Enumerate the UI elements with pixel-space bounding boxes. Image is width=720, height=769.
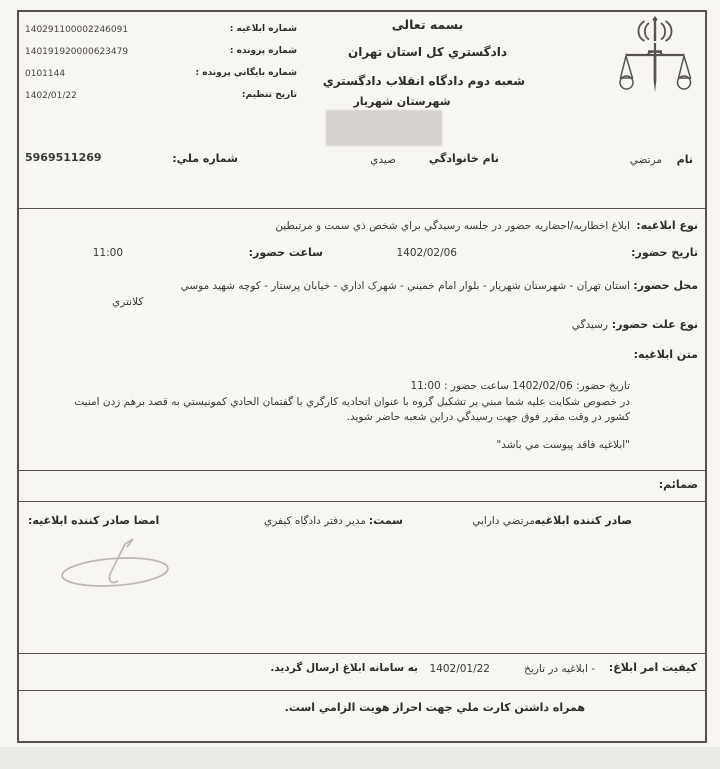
attendance-date-label: تاريخ حضور: (631, 246, 698, 259)
archive-number-value: 0101144 (25, 69, 66, 79)
delivery-date: 1402/01/22 (429, 663, 490, 675)
issuer-position-value: مدير دفتر دادگاه کيفري (264, 515, 366, 527)
national-id-label: شماره ملي: (172, 152, 238, 165)
notice-body-datetime: تاريخ حضور: 1402/02/06 ساعت حضور : 11:00 (410, 380, 630, 392)
case-number-label: شماره پرونده : (229, 46, 297, 56)
notice-type-value: ابلاغ اخطاريه/احضاريه حضور در جلسه رسيدگي براي شخص ذي سمت و مرتبطين (275, 220, 630, 232)
delivery-suffix: به سامانه ابلاغ ارسال گرديد. (270, 662, 418, 674)
delivery-quality-label: کيفيت امر ابلاغ: (608, 661, 697, 674)
archive-number-label: شماره بايگاني پرونده : (195, 68, 297, 78)
notice-type-label: نوع ابلاغيه: (636, 219, 698, 232)
issue-date-label: تاريخ تنظيم: (241, 90, 297, 100)
notice-number-label: شماره ابلاغيه : (229, 24, 297, 34)
attendance-place-line1: استان تهران - شهرستان شهريار - بلوار امام خميني - شهرک اداري - خيابان پرستار - کوچه شهيد موسي (180, 280, 630, 292)
first-name-value: مرتضي (629, 154, 662, 166)
notice-body-paragraph: در خصوص شکايت عليه شما مبني بر تشکيل گروه با عنوان اتحاديه کارگري با گفتمان الحادي کمونيستي به قصد برهم زدن امنيت کشور در وقت مقرر فوق جهت رسيدگي دراين شعبه حاضر شويد. (74, 396, 630, 423)
attendance-reason-value: رسيدگي (571, 319, 608, 331)
scan-edge-shading (0, 747, 720, 769)
last-name-value: صيدي (370, 154, 396, 166)
divider-line (17, 690, 705, 691)
issuer-signature (45, 536, 185, 602)
issuer-position-label: سمت: (368, 514, 403, 527)
no-attachment-note: "ابلاغيه فاقد پيوست مي باشد" (496, 439, 630, 451)
redaction-box (326, 110, 442, 146)
issuer-signature-label: امضا صادر کننده ابلاغيه: (28, 514, 160, 527)
attendance-place-label: محل حضور: (633, 279, 698, 292)
notice-number-value: 140291100002246091 (25, 25, 129, 35)
attendance-reason-label: نوع علت حضور: (611, 318, 698, 331)
national-id-value: 5969511269 (25, 151, 102, 164)
attendance-time-label: ساعت حضور: (248, 246, 323, 259)
county-title: شهرستان شهريار (353, 95, 451, 108)
issue-date-value: 1402/01/22 (25, 91, 77, 101)
attendance-time-value: 11:00 (92, 247, 123, 259)
issuer-label: صادر کننده ابلاغيه (534, 514, 632, 527)
divider-line (17, 501, 705, 502)
delivery-prefix: - ابلاغيه در تاريخ (524, 663, 595, 675)
judiciary-emblem-icon (618, 14, 692, 112)
divider-line (17, 208, 705, 209)
court-branch-title: شعبه دوم دادگاه انقلاب دادگستري (322, 74, 525, 88)
attendance-place-line2: کلانتري (112, 296, 144, 308)
footer-id-note: همراه داشتن کارت ملي جهت احراز هويت الزامي است. (284, 701, 585, 714)
basmala-title: بسمه تعالی (391, 17, 464, 32)
attendance-date-value: 1402/02/06 (396, 247, 457, 259)
notice-body-label: متن ابلاغيه: (633, 348, 698, 361)
divider-line (17, 470, 705, 471)
justice-org-title: دادگستري کل استان تهران (347, 45, 507, 59)
case-number-value: 140191920000623479 (25, 47, 129, 57)
first-name-label: نام (676, 153, 693, 166)
divider-line (17, 653, 705, 654)
last-name-label: نام خانوادگي (428, 152, 499, 165)
attachments-label: ضمائم: (658, 478, 698, 491)
issuer-name: مرتضي دارابي (472, 515, 535, 527)
